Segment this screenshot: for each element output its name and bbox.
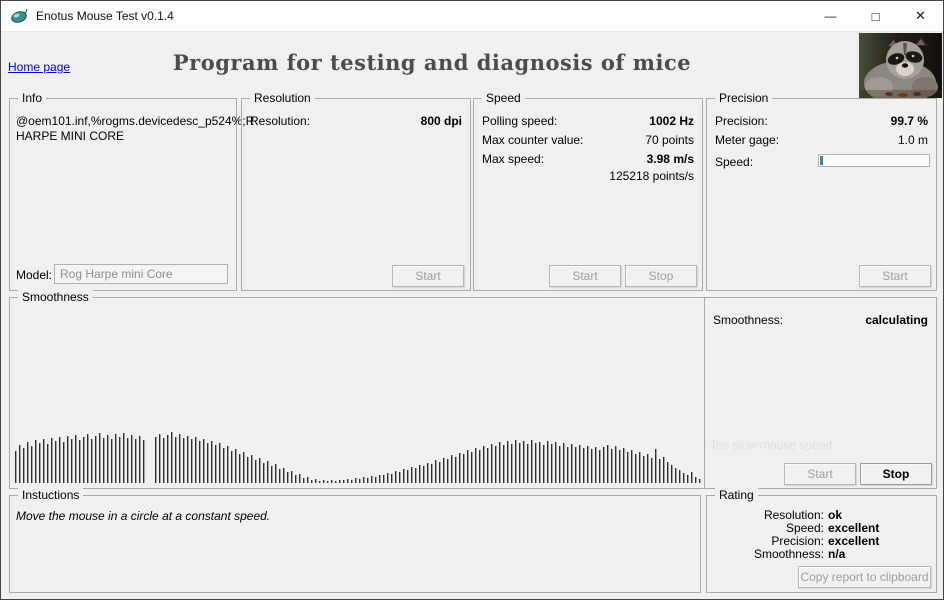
max-speed-label: Max speed: xyxy=(482,152,545,166)
rating-row-precision: Precision: excellent xyxy=(771,534,880,548)
instructions-group-label: Instuctions xyxy=(18,488,83,502)
maximize-button[interactable] xyxy=(853,1,898,31)
smoothness-stop-button[interactable]: Stop xyxy=(860,463,932,485)
rating-group xyxy=(706,488,937,593)
smoothness-status-value: calculating xyxy=(865,313,928,327)
precision-value: 99.7 % xyxy=(890,114,928,128)
polling-speed-value: 1002 Hz xyxy=(649,114,694,128)
speed-group-label: Speed xyxy=(482,91,525,105)
max-speed-value: 3.98 m/s xyxy=(646,152,694,166)
precision-group-label: Precision xyxy=(715,91,772,105)
device-description-line2: HARPE MINI CORE xyxy=(16,129,125,143)
polling-speed-label: Polling speed: xyxy=(482,114,558,128)
close-icon: ✕ xyxy=(915,8,926,23)
precision-progress-fill xyxy=(820,156,823,165)
resolution-value: 800 dpi xyxy=(420,114,462,128)
minimize-icon: — xyxy=(824,9,837,23)
smoothness-waveform xyxy=(12,429,702,483)
points-per-second-value: 125218 points/s xyxy=(609,169,694,183)
rating-row-speed: Speed: excellent xyxy=(785,521,880,535)
smoothness-panel xyxy=(705,298,936,488)
device-description-line1: @oem101.inf,%rogms.devicedesc_p524%;R xyxy=(16,114,255,128)
resolution-group xyxy=(241,91,471,291)
home-page-link[interactable]: Home page xyxy=(8,60,71,74)
copy-report-button[interactable]: Copy report to clipboard xyxy=(798,566,931,588)
page-title: Program for testing and diagnosis of mice xyxy=(172,50,692,75)
max-counter-label: Max counter value: xyxy=(482,133,584,147)
rating-row-resolution: Resolution: ok xyxy=(763,508,843,522)
app-content xyxy=(1,32,943,600)
smoothness-status-label: Smoothness: xyxy=(713,313,784,327)
precision-label: Precision: xyxy=(715,114,768,128)
meter-gage-value: 1.0 m xyxy=(897,133,928,147)
rating-rows xyxy=(707,509,928,561)
maximize-icon: □ xyxy=(871,8,880,24)
info-group-label: Info xyxy=(18,91,46,105)
precision-speed-progressbar xyxy=(818,154,930,167)
instructions-text: Move the mouse in a circle at a constant speed. xyxy=(16,509,271,523)
precision-group xyxy=(706,91,937,291)
rating-group-label: Rating xyxy=(715,488,758,502)
info-group xyxy=(9,91,255,291)
rating-row-smoothness: Smoothness: n/a xyxy=(753,547,846,561)
max-counter-value: 70 points xyxy=(645,133,694,147)
model-label: Model: xyxy=(16,268,53,282)
resolution-label: Resolution: xyxy=(250,114,311,128)
smoothness-hint-text: Too slow mouse speed xyxy=(710,438,833,452)
smoothness-group xyxy=(9,290,937,489)
device-description xyxy=(16,114,255,144)
precision-start-button[interactable]: Start xyxy=(859,265,931,287)
instructions-group xyxy=(9,488,701,593)
speed-start-button[interactable]: Start xyxy=(549,265,621,287)
resolution-start-button[interactable]: Start xyxy=(392,265,464,287)
smoothness-group-label: Smoothness xyxy=(18,290,93,304)
window-title: Enotus Mouse Test v0.1.4 xyxy=(36,9,174,23)
meter-gage-label: Meter gage: xyxy=(715,133,780,147)
raccoon-photo xyxy=(859,33,942,98)
speed-group xyxy=(473,91,703,291)
model-input[interactable] xyxy=(54,264,228,284)
speed-stop-button[interactable]: Stop xyxy=(625,265,697,287)
minimize-button[interactable] xyxy=(808,1,853,31)
smoothness-start-button[interactable]: Start xyxy=(784,463,856,485)
resolution-group-label: Resolution xyxy=(250,91,315,105)
close-button[interactable] xyxy=(898,1,943,31)
app-icon-mouse xyxy=(10,8,28,24)
precision-speed-label: Speed: xyxy=(715,155,754,169)
title-bar xyxy=(1,1,943,32)
